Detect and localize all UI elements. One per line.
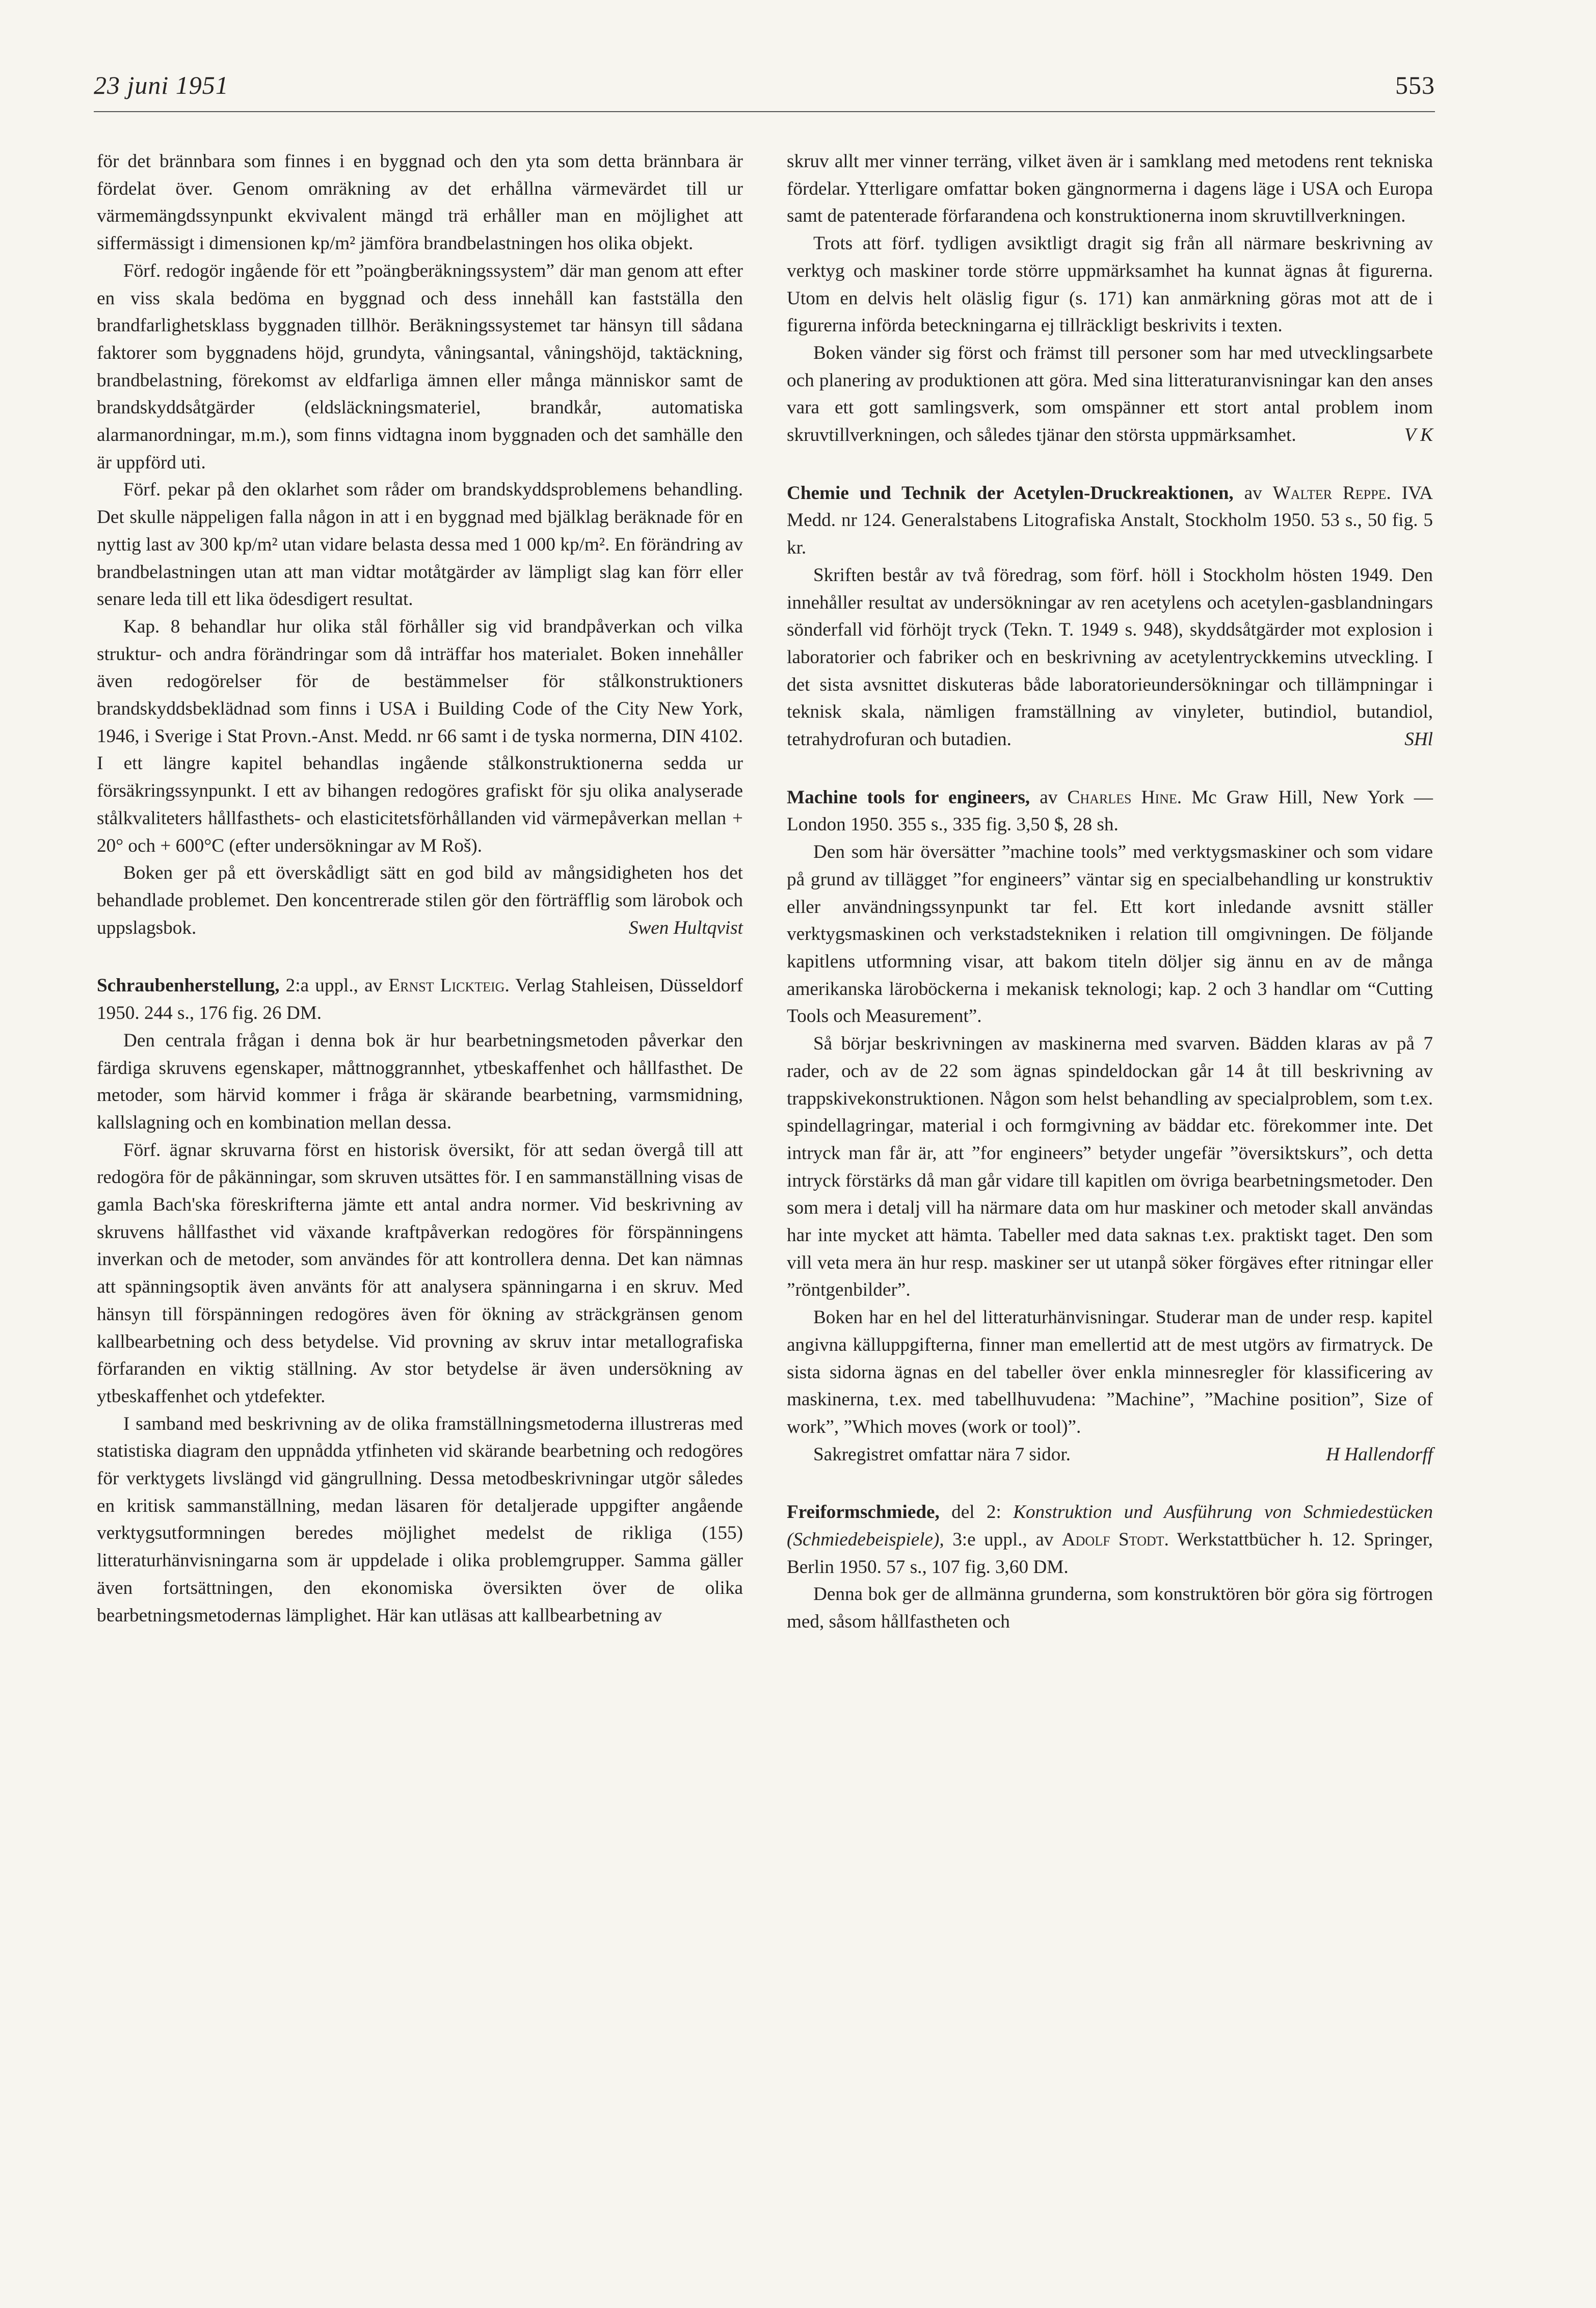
paragraph-text: Boken ger på ett överskådligt sätt en god bild av mångsidigheten hos det behandlade problemet. Den koncentrerade stilen gör den förträfflig som lärobok och uppslagsbok. [97, 862, 743, 938]
publication-info: . IVA Medd. nr 124. Generalstabens Litografiska Anstalt, Stockholm 1950. 53 s., 50 fig. 5 kr. [787, 482, 1433, 559]
book-author: Ernst Lickteig [388, 975, 505, 996]
paragraph: Förf. redogör ingående för ett ”poängberäkningssystem” där man genom att efter en viss skala bedöma en byggnad och dess innehåll kan fastställa den brandfarlighetsklass byggnaden tillhör. Beräkningssystemet tar hänsyn till sådana faktorer som byggnadens höjd, grundyta, våningsantal, våningshöjd, taktäckning, brandbelastning, förekomst av eldfarliga ämnen eller många människor samt de brandskyddsåtgärder (eldsläckningsmateriel, brandkår, automatiska alarmanordningar, m.m.), som finns vidtagna inom byggnaden och det samhälle den är uppförd uti. [97, 260, 743, 473]
book-subtitle: Konstruktion und Ausführung von Schmiedestücken (Schmiedebeispiele), [787, 1502, 1433, 1551]
review-heading [787, 784, 1433, 838]
book-title: Schraubenherstellung, [97, 975, 280, 996]
paragraph [97, 859, 743, 941]
book-author: Walter Reppe [1272, 482, 1387, 504]
paragraph-text: Skriften består av två föredrag, som förf. höll i Stockholm hösten 1949. Den innehåller resultat av undersökningar av ren acetylens och acetylen-gasblandningars sönderfall vid förhöjt tryck (Tekn. T. 1949 s. 948), skyddsåtgärder mot explosion i laboratorier och fabriker och en beskrivning av acetylentryckkemins utveckling. I det sista avsnittet diskuteras både laboratorieundersökningar och tillämpningar i teknisk skala, nämligen framställning av vinyleter, butindiol, butandiol, tetrahydrofuran och butadien. [787, 564, 1433, 750]
review-acetylen [787, 480, 1433, 753]
paragraph [787, 1441, 1433, 1468]
review-machine-tools [787, 784, 1433, 1468]
review-freiformschmiede [787, 1499, 1433, 1636]
reviewer-signature: H Hallendorff [1326, 1444, 1433, 1465]
header-rule [94, 111, 1435, 112]
book-title: Freiformschmiede, [787, 1502, 940, 1523]
paragraph: Förf. pekar på den oklarhet som råder om brandskyddsproblemens behandling. Det skulle näppeligen falla någon in att i en byggnad med bjälklag beräknade för en nyttig last av 300 kp/m² utan vidare belasta dessa med 1 000 kp/m². En förändring av brandbelastningen utan att man vidtar motåtgärder av lämpligt slag kan förr eller senare leda till ett lika ödesdigert resultat. [97, 479, 743, 610]
book-title: Chemie und Technik der Acetylen-Druckreaktionen, [787, 482, 1234, 504]
review-heading [787, 1499, 1433, 1581]
review-schraubenherstellung-continued [787, 148, 1433, 449]
page-header [94, 66, 1435, 117]
review-schraubenherstellung [97, 972, 743, 1629]
paragraph: I samband med beskrivning av de olika framställningsmetoderna illustreras med statistiska diagram den uppnådda ytfinheten vid skärande bearbetning och redogöres för verktygets livslängd vid gängrullning. Dessa metodbeskrivningar utgör således en kritisk sammanställning, medan läsaren för detaljerade uppgifter angående verktygsutformningen beredes möjlighet medelst de rikliga (155) litteraturhänvisningarna som är uppdelade i olika problemgrupper. Samma gäller även fortsättningen, den ekonomiska översikten över de olika bearbetningsmetodernas lämplighet. Här kan utläsas att kallbearbetning av [97, 1413, 743, 1626]
paragraph-text: Sakregistret omfattar nära 7 sidor. [813, 1444, 1071, 1465]
book-author: Charles Hine [1067, 786, 1177, 808]
byline: av [1030, 786, 1068, 808]
paragraph: Kap. 8 behandlar hur olika stål förhåller sig vid brandpåverkan och vilka struktur- och andra förändringar som då inträffar hos materialet. Boken innehåller även redogörelser för de bestämmelser för stålkonstruktioners brandskyddsbeklädnad som finns i USA i Building Code of the City New York, 1946, i Sverige i Stat Provn.-Anst. Medd. nr 66 samt i de tyska normerna, DIN 4102. I ett längre kapitel behandlas ingående stålkonstruktionerna sedda ur försäkringssynpunkt. I ett av bihangen redogöres grafiskt för sju olika analyserade stålkvaliteters hållfasthets- och elasticitetsförhållanden vid värmepåverkan mellan + 20° och + 600°C (efter undersökningar av M Roš). [97, 616, 743, 856]
reviewer-signature: V K [1404, 425, 1433, 446]
book-author: Adolf Stodt [1061, 1529, 1164, 1551]
paragraph: Denna bok ger de allmänna grunderna, som konstruktören bör göra sig förtrogen med, såsom hållfastheten och [787, 1584, 1433, 1633]
publication-info: . Werkstattbücher h. 12. Springer, Berlin 1950. 57 s., 107 fig. 3,60 DM. [787, 1529, 1433, 1578]
left-column [97, 148, 743, 1629]
paragraph: Den som här översätter ”machine tools” med verktygsmaskiner och som vidare på grund av tillägget ”for engineers” väntar sig en specialbehandling ur konstruktiv eller användningssynpunkt tar fel. Ett kort inledande avsnitt ställer verktygsmaskinen och verkstadstekniken i relation till omgivningen. De följande kapitlens utformning visar, att bakom titeln döljer sig ännu en av de många amerikanska läroböckerna i mekanisk teknologi; kap. 2 och 3 handlar om “Cutting Tools och Measurement”. [787, 842, 1433, 1027]
paragraph: Den centrala frågan i denna bok är hur bearbetningsmetoden påverkar den färdiga skruvens egenskaper, måttnoggrannhet, ytbeskaffenhet och hållfasthet. De metoder, som härvid kommer i fråga är skärande bearbetning, varmsmidning, kallslagning och en kombination mellan dessa. [97, 1030, 743, 1133]
reviewer-signature: Swen Hultqvist [628, 917, 743, 938]
reviewer-signature: SHl [1404, 729, 1433, 750]
paragraph [787, 339, 1433, 449]
byline: av [1233, 482, 1273, 504]
review-brandskydd-continued [97, 148, 743, 941]
paragraph: Boken har en hel del litteraturhänvisningar. Studerar man de under resp. kapitel angivna källuppgifterna, finner man emellertid att de mest utgörs av firmatryck. De sista sidorna ägnas en del tabeller över enkla minnesregler för klassificering av maskinerna, t.ex. med tabellhuvudena: ”Machine”, ”Machine position”, Size of work”, ”Which moves (work or tool)”. [787, 1307, 1433, 1437]
review-heading [787, 480, 1433, 562]
publication-info: . Verlag Stahleisen, Düsseldorf 1950. 244 s., 176 fig. 26 DM. [97, 975, 743, 1024]
paragraph: Trots att förf. tydligen avsiktligt dragit sig från all närmare beskrivning av verktyg och maskiner torde större uppmärksamhet ha kunnat ägnas åt figurerna. Utom en delvis helt oläslig figur (s. 171) kan anmärkning göras mot att de i figurerna införda beteckningarna ej tillräckligt beskrivits i texten. [787, 233, 1433, 336]
edition: 3:e uppl., av [944, 1529, 1062, 1551]
paragraph: skruv allt mer vinner terräng, vilket även är i samklang med metodens rent tekniska fördelar. Ytterligare omfattar boken gängnormerna i dagens läge i USA och Europa samt de patenterade förfarandena och konstruktionerna inom skruvtillverkningen. [787, 151, 1433, 227]
paragraph [787, 562, 1433, 753]
part-label: del 2: [939, 1502, 1014, 1523]
right-column [787, 148, 1433, 1636]
publication-info: . Mc Graw Hill, New York — London 1950. 355 s., 335 fig. 3,50 $, 28 sh. [787, 786, 1433, 835]
review-heading [97, 972, 743, 1027]
paragraph: Så börjar beskrivningen av maskinerna med svarven. Bädden klaras av på 7 rader, och av de 22 som ägnas spindeldockan går 14 åt till beskrivning av trappskivekonstruktionen. Någon som helst behandling av specialproblem, som t.ex. spindellagringar, material i och formgivning av bäddar etc. förekommer inte. Det intryck man får är, att ”for engineers” betyder ungefär ”översiktskurs”, och detta intryck förstärks då man går vidare till kapitlen om övriga bearbetningsmetoder. Den som mera i detalj vill ha närmare data om hur maskiner och metoder skall användas har inte mycket att hämta. Tabeller med data saknas t.ex. praktiskt taget. Den som vill veta mera än hur resp. maskiner ser ut utanpå söker förgäves efter ritningar eller ”röntgenbilder”. [787, 1033, 1433, 1301]
book-title: Machine tools for engineers, [787, 786, 1030, 808]
paragraph-text: Boken vänder sig först och främst till personer som har med utvecklingsarbete och planering av produktionen att göra. Med sina litteraturanvisningar kan den anses vara ett gott samlingsverk, som omspänner ett stort antal problem inom skruvtillverkningen, och således tjänar den största uppmärksamhet. [787, 342, 1433, 446]
page-number: 553 [1395, 71, 1435, 99]
paragraph: Förf. ägnar skruvarna först en historisk översikt, för att sedan övergå till att redogöra för de påkänningar, som skruven utsättes för. I en sammanställning visas de gamla Bach'ska föreskrifterna jämte ett antal andra normer. Vid beskrivning av skruvens hållfasthet vid växande kraftpåverkan redogöres för förspänningens inverkan och de metoder, som användes för att kontrollera denna. Det kan nämnas att spänningsoptik även använts för att analysera spänningarna i en skruv. Med hänsyn till förspänningen redogöres även för ökning av sträckgränsen genom kallbearbetning och dess betydelse. Vid provning av skruv intar metallografiska förfaranden en viktig ställning. Av stor betydelse är även undersökning av ytbeskaffenhet och ytdefekter. [97, 1139, 743, 1407]
edition: 2:a uppl., av [279, 975, 389, 996]
paragraph: för det brännbara som finnes i en byggnad och den yta som detta brännbara är fördelat över. Genom omräkning av det erhållna värmevärdet till ur värmemängdssynpunkt ekvivalent mängd trä erhåller man en möjlighet att siffermässigt i dimensionen kp/m² jämföra brandbelastningen hos olika objekt. [97, 151, 743, 254]
header-date: 23 juni 1951 [94, 71, 229, 99]
